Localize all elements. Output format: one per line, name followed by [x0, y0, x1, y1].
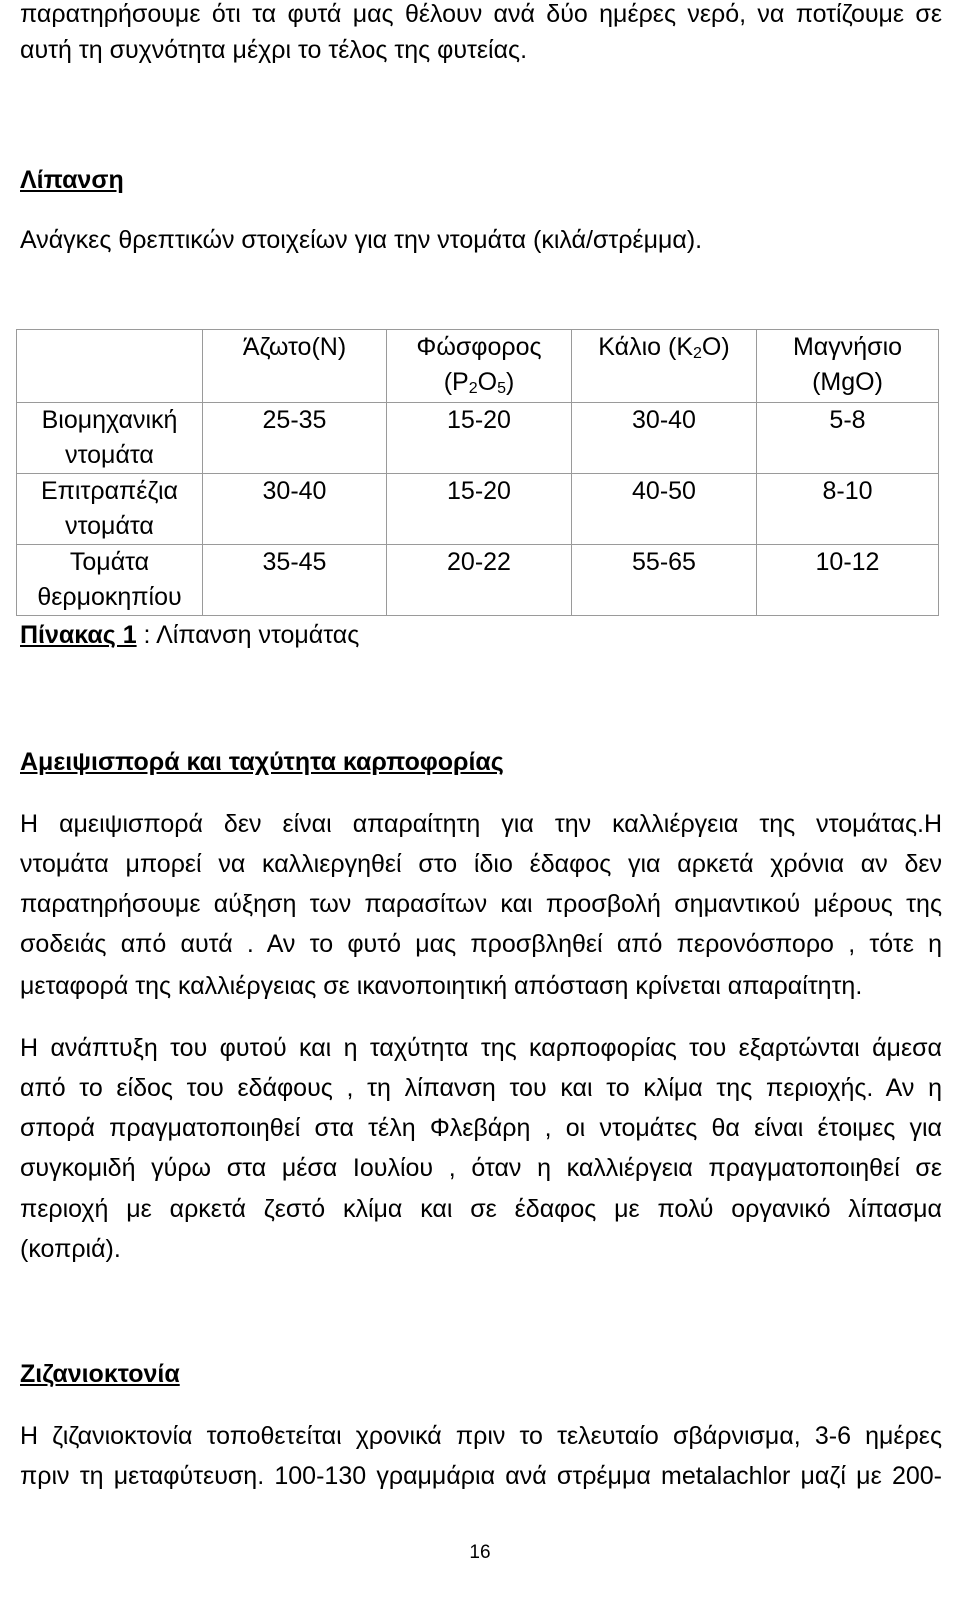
table-row: [17, 545, 939, 616]
row-label: Τομάτα θερμοκηπίου: [17, 545, 203, 616]
paragraph-line: παρατηρήσουμε αύξηση των παρασίτων και προσβολή σημαντικού μέρους της: [20, 890, 942, 918]
row-label: Επιτραπέζια ντομάτα: [17, 474, 203, 545]
cell-potassium: 40-50: [572, 474, 757, 545]
cell-magnesium: 8-10: [757, 474, 939, 545]
paragraph-line: περιοχή με αρκετά ζεστό κλίμα και σε έδαφος με πολύ οργανικό λίπασμα: [20, 1195, 942, 1223]
intro-line: παρατηρήσουμε ότι τα φυτά μας θέλουν ανά δύο ημέρες νερό, να ποτίζουμε σε: [20, 0, 942, 28]
section-heading-weeding: Ζιζανιοκτονία: [20, 1360, 180, 1388]
header-nitrogen: Άζωτο(N): [203, 330, 387, 403]
intro-line: αυτή τη συχνότητα μέχρι το τέλος της φυτείας.: [20, 36, 528, 64]
cell-nitrogen: 35-45: [203, 545, 387, 616]
table-caption-text: : Λίπανση ντομάτας: [136, 621, 360, 649]
paragraph-line: (κοπριά).: [20, 1235, 121, 1263]
section-heading-rotation: Αμειψισπορά και ταχύτητα καρποφορίας: [20, 748, 504, 776]
cell-nitrogen: 25-35: [203, 403, 387, 474]
paragraph-line: Η ζιζανιοκτονία τοποθετείται χρονικά πριν το τελευταίο σβάρνισμα, 3-6 ημέρες: [20, 1422, 942, 1450]
table-caption: [20, 617, 359, 653]
cell-potassium: 30-40: [572, 403, 757, 474]
page-number: 16: [469, 1542, 491, 1563]
paragraph-line: πριν τη μεταφύτευση. 100-130 γραμμάρια ανά στρέμμα metalachlor μαζί με 200-: [20, 1462, 942, 1490]
cell-nitrogen: 30-40: [203, 474, 387, 545]
cell-phosphorus: 20-22: [387, 545, 572, 616]
table-caption-label: Πίνακας 1: [20, 621, 137, 649]
paragraph-line: μεταφορά της καλλιέργειας σε ικανοποιητική απόσταση κρίνεται απαραίτητη.: [20, 972, 863, 1000]
header-potassium: Κάλιο $(K_2O)$: [572, 330, 757, 403]
paragraph-line: συγκομιδή γύρω στα μέσα Ιουλίου , όταν η καλλιέργεια πραγματοποιηθεί σε: [20, 1154, 942, 1182]
paragraph-line: Η αμειψισπορά δεν είναι απαραίτητη για την καλλιέργεια της ντομάτας.Η: [20, 810, 942, 838]
paragraph-line: Η ανάπτυξη του φυτού και η ταχύτητα της καρποφορίας του εξαρτώνται άμεσα: [20, 1034, 942, 1062]
cell-potassium: 55-65: [572, 545, 757, 616]
paragraph-line: ντομάτα μπορεί να καλλιεργηθεί στο ίδιο έδαφος για αρκετά χρόνια αν δεν: [20, 850, 942, 878]
table-row: [17, 474, 939, 545]
fertilization-table: [16, 329, 939, 616]
table-corner-cell: [17, 330, 203, 403]
cell-magnesium: 5-8: [757, 403, 939, 474]
header-phosphorus: Φώσφορος $(P_2O_5)$: [387, 330, 572, 403]
cell-phosphorus: 15-20: [387, 403, 572, 474]
cell-phosphorus: 15-20: [387, 474, 572, 545]
row-label: Βιομηχανική ντομάτα: [17, 403, 203, 474]
section-heading-fertilization: Λίπανση: [20, 166, 124, 194]
paragraph-line: σοδειάς από αυτά . Αν το φυτό μας προσβληθεί από περονόσπορο , τότε η: [20, 930, 942, 958]
paragraph-line: από το είδος του εδάφους , τη λίπανση του και το κλίμα της περιοχής. Αν η: [20, 1074, 942, 1102]
fertilization-intro: Ανάγκες θρεπτικών στοιχείων για την ντομάτα (κιλά/στρέμμα).: [20, 226, 703, 254]
table-header-row: [17, 330, 939, 403]
table-row: [17, 403, 939, 474]
paragraph-line: σπορά πραγματοποιηθεί στα τέλη Φλεβάρη , οι ντομάτες θα είναι έτοιμες για: [20, 1114, 942, 1142]
header-magnesium: Μαγνήσιο (MgO): [757, 330, 939, 403]
cell-magnesium: 10-12: [757, 545, 939, 616]
